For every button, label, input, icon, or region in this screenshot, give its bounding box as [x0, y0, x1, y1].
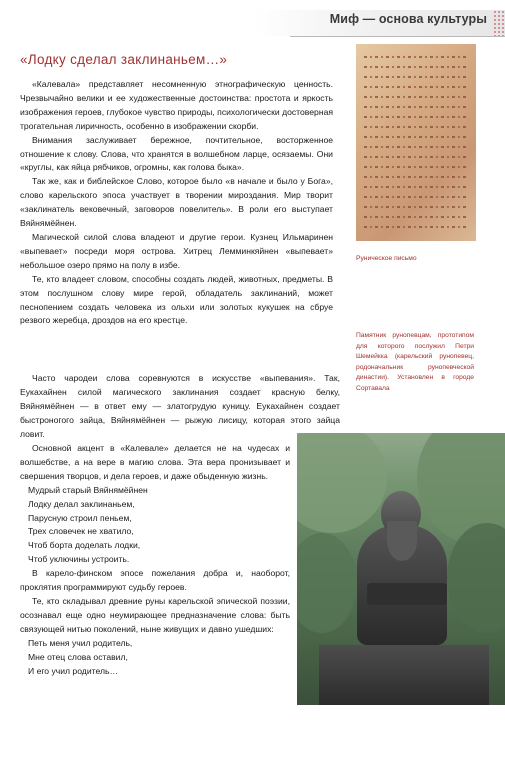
- paragraph: «Калевала» представляет несомненную этнографическую ценность. Чрезвычайно велики и ее художественные достоинства: простота и яркость изображения героев, глубокое чувство природы, психологически достоверная трогательная лиричность, особенно в изображении скорби.: [20, 79, 333, 131]
- verse-line: Мудрый старый Вяйнямёйнен: [28, 484, 148, 495]
- runes-caption: Руническое письмо: [356, 255, 417, 262]
- section-title: Миф — основа культуры: [329, 12, 487, 26]
- header-dot-pattern: [493, 10, 505, 36]
- statue-beard: [387, 521, 417, 561]
- verse-line: Чтоб борта доделать лодки,: [28, 540, 141, 551]
- runic-writing-image: [356, 44, 476, 241]
- statue-pedestal: [319, 645, 489, 705]
- article-body-wide: [20, 372, 340, 442]
- paragraph: В карело-финском эпосе пожелания добра и, наоборот, проклятия программируют судьбу героев.: [20, 568, 290, 593]
- verse-line: Лодку делал заклинаньем,: [28, 498, 135, 509]
- paragraph: Внимания заслуживает бережное, почтительное, восторженное отношение к слову. Слова, что хранятся в волшебном ларце, осязаемы. Они «круглы, как яйца рябчиков, огромны, как голова быка».: [20, 134, 333, 173]
- paragraph: Те, кто владеет словом, способны создать людей, животных, предметы. В этом послушном слову мире герой, обладатель заклинаний, может песнопением создать человека из ольхи или золотых кукушек на сбруе резвого жеребца, дроздов на его крестце.: [20, 273, 333, 326]
- verse-line: Петь меня учил родитель,: [28, 637, 133, 648]
- verse-line: Чтоб уключины устроить.: [28, 554, 130, 565]
- statue-kantele: [367, 583, 447, 605]
- paragraph: Основной акцент в «Калевале» делается не на чудесах и волшебстве, а на вере в магию слова. Эта вера пронизывает и свершения творцов, и дела героев, и даже обыденную жизнь.: [20, 443, 290, 481]
- article-title: «Лодку сделал заклинаньем…»: [20, 52, 228, 67]
- verse-line: И его учил родитель…: [28, 665, 119, 676]
- paragraph: Так же, как и библейское Слово, которое было «в начале и было у Бога», слово карельского эпоса участвует в творении мироздания. Мир творит «заклинатель вековечный, заговоров повелитель». В роли его выступает Вяйнямёйнен.: [20, 176, 333, 229]
- verse-line: Мне отец слова оставил,: [28, 651, 128, 662]
- paragraph: Часто чародеи слова соревнуются в искусстве «выпевания». Так, Еукахайнен силой магического заклинания создает красную белку, Вяйнямёйнен — в ответ ему — златогрудую куницу. Еукахайнен создает быстроногого зайца, Вяйнямёйнен — рыжую лисицу, которая этого зайца ловит.: [20, 373, 340, 439]
- verse-line: Трех словечек не хватило,: [28, 526, 134, 537]
- monument-caption: Памятник рунопевцам, прототипом для которого послужил Петри Шемейкка (карельский рунопевец, родоначальник рунопевческой династии). Установлен в городе Сортавала: [356, 332, 474, 392]
- verse-line: Парусную строил пеньем,: [28, 512, 132, 523]
- paragraph: Те, кто складывал древние руны карельской эпической поэзии, осознавал еще одно неумирающее предназначение слова: быть связующей нитью поколений, ныне живущих и давно ушедших:: [20, 595, 290, 634]
- page-header: [0, 0, 505, 40]
- article-body-lower: [20, 442, 290, 678]
- header-rule: [290, 36, 505, 37]
- article-body-top: [20, 78, 333, 328]
- monument-photo: [297, 433, 505, 705]
- paragraph: Магической силой слова владеют и другие герои. Кузнец Ильмаринен «выпевает» посреди моря острова. Хитрец Лемминкяйнен «выпевает» небольшое озеро прямо на полу в избе.: [20, 231, 333, 270]
